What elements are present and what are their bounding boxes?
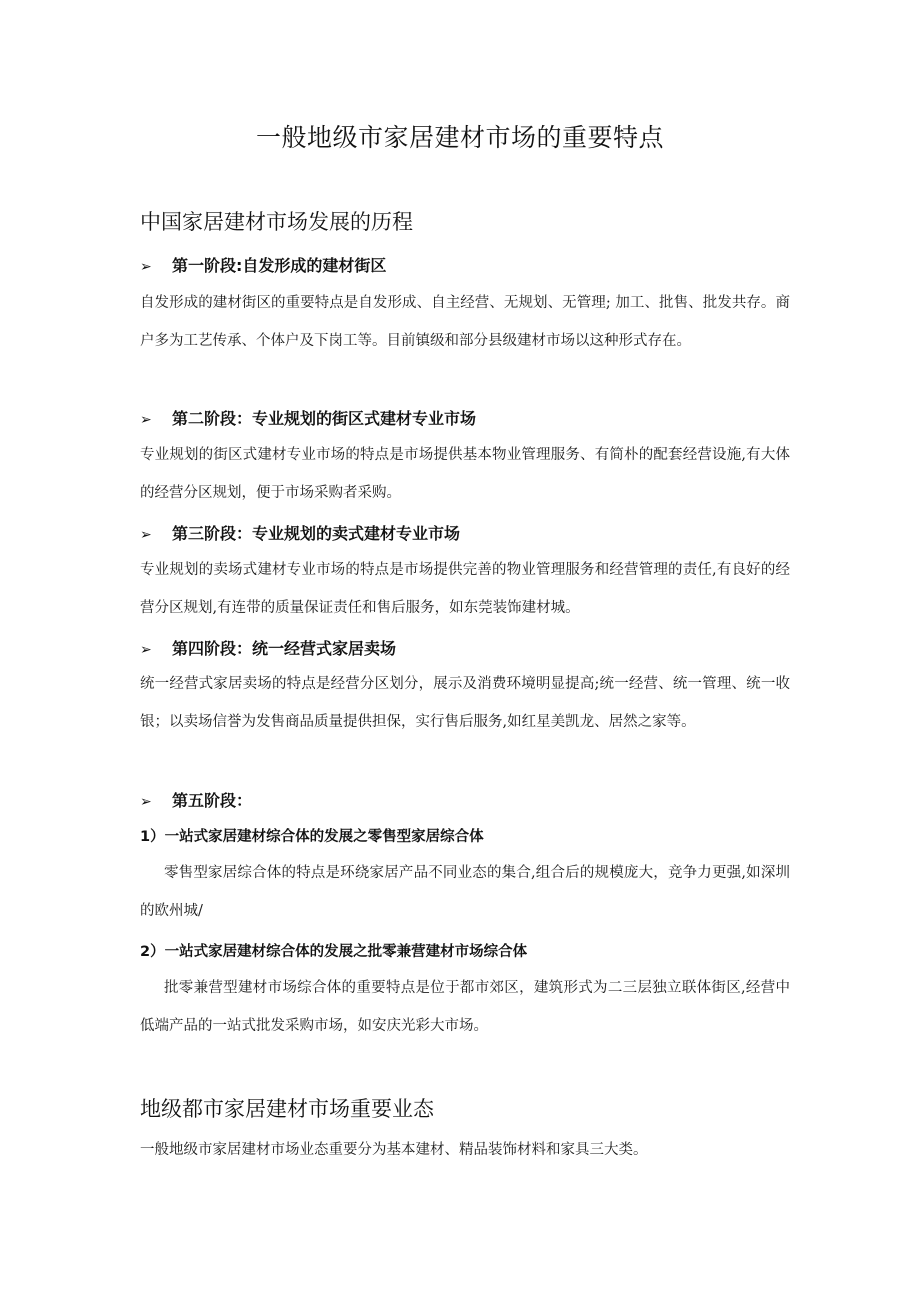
arrowhead-bullet-icon: ➢: [140, 642, 152, 658]
section-heading-formats: 地级都市家居建材市场重要业态: [140, 1097, 434, 1121]
formats-paragraph: 一般地级市家居建材市场业态重要分为基本建材、精品装饰材料和家具三大类。: [140, 1142, 648, 1158]
stage-5-label: 第五阶段：: [172, 791, 253, 810]
stage-5-heading: [140, 788, 252, 811]
stage-5-sub-2-paragraph: 批零兼营型建材市场综合体的重要特点是位于都市郊区，建筑形式为二三层独立联体街区,经营中低端产品的一站式批发采购市场，如安庆光彩大市场。: [140, 980, 790, 1034]
arrowhead-bullet-icon: ➢: [140, 794, 152, 810]
stage-5-sub-2-heading: 2）一站式家居建材综合体的发展之批零兼营建材市场综合体: [140, 944, 528, 960]
stage-2-paragraph: 专业规划的街区式建材专业市场的特点是市场提供基本物业管理服务、有简朴的配套经营设施,有大体的经营分区规划，便于市场采购者采购。: [140, 447, 790, 501]
stage-5-sub-1-heading: 1）一站式家居建材综合体的发展之零售型家居综合体: [140, 829, 484, 845]
stage-3-paragraph: 专业规划的卖场式建材专业市场的特点是市场提供完善的物业管理服务和经营管理的责任,有良好的经营分区规划,有连带的质量保证责任和售后服务，如东莞装饰建材城。: [140, 562, 790, 616]
stage-5-sub-1-paragraph: 零售型家居综合体的特点是环绕家居产品不同业态的集合,组合后的规模庞大，竞争力更强,如深圳的欧州城/: [140, 865, 790, 919]
arrowhead-bullet-icon: ➢: [140, 527, 152, 543]
stage-1-label: 第一阶段:自发形成的建材街区: [172, 256, 387, 275]
stage-2-label: 第二阶段：专业规划的街区式建材专业市场: [172, 409, 477, 428]
stage-1-paragraph: 自发形成的建材街区的重要特点是自发形成、自主经营、无规划、无管理; 加工、批售、批发共存。商户多为工艺传承、个体户及下岗工等。目前镇级和部分县级建材市场以这种形式存在。: [140, 295, 790, 349]
arrowhead-bullet-icon: ➢: [140, 259, 152, 275]
stage-4-label: 第四阶段：统一经营式家居卖场: [172, 639, 397, 658]
arrowhead-bullet-icon: ➢: [140, 412, 152, 428]
stage-2-heading: [140, 406, 476, 429]
stage-3-heading: [140, 521, 460, 544]
section-heading-history: 中国家居建材市场发展的历程: [140, 210, 413, 234]
document-title: 一般地级市家居建材市场的重要特点: [255, 123, 664, 152]
stage-1-heading: [140, 253, 386, 276]
stage-3-label: 第三阶段：专业规划的卖式建材专业市场: [172, 524, 461, 543]
stage-4-heading: [140, 636, 396, 659]
stage-4-paragraph: 统一经营式家居卖场的特点是经营分区划分，展示及消费环境明显提高;统一经营、统一管理、统一收银；以卖场信誉为发售商品质量提供担保，实行售后服务,如红星美凯龙、居然之家等。: [140, 676, 790, 730]
